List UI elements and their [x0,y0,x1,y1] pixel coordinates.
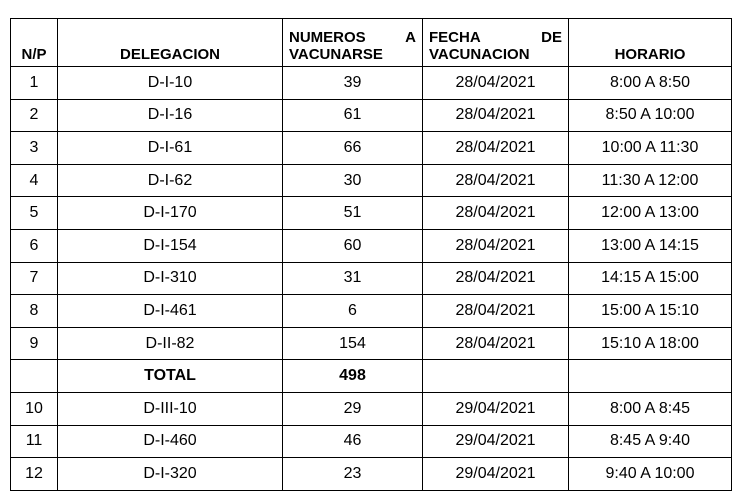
cell-numero: 154 [283,327,423,360]
cell-np: 12 [11,458,58,491]
table-row [11,132,732,165]
cell-numero: 39 [283,67,423,100]
header-horario: HORARIO [569,19,732,67]
cell-fecha: 28/04/2021 [423,295,569,328]
cell-numero: 30 [283,164,423,197]
table-row [11,262,732,295]
cell-fecha: 28/04/2021 [423,327,569,360]
table-row [11,392,732,425]
cell-fecha: 29/04/2021 [423,458,569,491]
cell-np: 8 [11,295,58,328]
cell-numero: 6 [283,295,423,328]
table-row [11,458,732,491]
cell-horario: 8:45 A 9:40 [569,425,732,458]
cell-fecha: 28/04/2021 [423,132,569,165]
cell-horario: 15:00 A 15:10 [569,295,732,328]
cell-np-empty [11,360,58,393]
cell-numero: 60 [283,229,423,262]
cell-delegacion: D-I-320 [58,458,283,491]
cell-np: 2 [11,99,58,132]
cell-fecha: 28/04/2021 [423,262,569,295]
cell-np: 4 [11,164,58,197]
cell-fecha: 29/04/2021 [423,392,569,425]
cell-horario: 9:40 A 10:00 [569,458,732,491]
total-row [11,360,732,393]
cell-delegacion: D-I-154 [58,229,283,262]
cell-delegacion: D-I-16 [58,99,283,132]
header-numeros [283,19,423,67]
cell-horario-empty [569,360,732,393]
cell-np: 10 [11,392,58,425]
header-fecha-line2: VACUNACION [429,46,530,63]
cell-np: 1 [11,67,58,100]
cell-fecha: 28/04/2021 [423,164,569,197]
cell-delegacion: D-I-170 [58,197,283,230]
cell-fecha-empty [423,360,569,393]
header-numeros-word1: NUMEROS [289,29,366,46]
cell-delegacion: D-II-82 [58,327,283,360]
cell-numero: 29 [283,392,423,425]
cell-fecha: 28/04/2021 [423,67,569,100]
cell-numero: 46 [283,425,423,458]
cell-delegacion: D-I-461 [58,295,283,328]
table-body [11,67,732,491]
table-row [11,425,732,458]
cell-numero: 66 [283,132,423,165]
header-numeros-line2: VACUNARSE [289,46,383,63]
cell-delegacion: D-I-61 [58,132,283,165]
header-fecha-word1: FECHA [429,29,481,46]
total-label: TOTAL [58,360,283,393]
cell-delegacion: D-I-310 [58,262,283,295]
cell-np: 11 [11,425,58,458]
table-row [11,99,732,132]
cell-numero: 61 [283,99,423,132]
cell-horario: 8:00 A 8:50 [569,67,732,100]
header-row [11,19,732,67]
cell-fecha: 28/04/2021 [423,229,569,262]
header-np: N/P [11,19,58,67]
cell-np: 9 [11,327,58,360]
header-numeros-word2: A [405,29,416,46]
cell-fecha: 29/04/2021 [423,425,569,458]
cell-numero: 23 [283,458,423,491]
header-fecha [423,19,569,67]
cell-horario: 11:30 A 12:00 [569,164,732,197]
table-row [11,164,732,197]
table-row [11,327,732,360]
cell-horario: 15:10 A 18:00 [569,327,732,360]
header-delegacion: DELEGACION [58,19,283,67]
cell-delegacion: D-III-10 [58,392,283,425]
cell-np: 3 [11,132,58,165]
vaccination-schedule-table [10,18,732,491]
table-row [11,295,732,328]
cell-delegacion: D-I-62 [58,164,283,197]
cell-numero: 51 [283,197,423,230]
cell-horario: 12:00 A 13:00 [569,197,732,230]
total-value: 498 [283,360,423,393]
cell-horario: 13:00 A 14:15 [569,229,732,262]
table-row [11,229,732,262]
cell-np: 7 [11,262,58,295]
table-row [11,67,732,100]
cell-delegacion: D-I-10 [58,67,283,100]
cell-np: 6 [11,229,58,262]
header-fecha-word2: DE [541,29,562,46]
cell-delegacion: D-I-460 [58,425,283,458]
table-row [11,197,732,230]
cell-fecha: 28/04/2021 [423,197,569,230]
cell-horario: 8:00 A 8:45 [569,392,732,425]
cell-fecha: 28/04/2021 [423,99,569,132]
cell-numero: 31 [283,262,423,295]
cell-horario: 8:50 A 10:00 [569,99,732,132]
cell-horario: 10:00 A 11:30 [569,132,732,165]
cell-np: 5 [11,197,58,230]
cell-horario: 14:15 A 15:00 [569,262,732,295]
